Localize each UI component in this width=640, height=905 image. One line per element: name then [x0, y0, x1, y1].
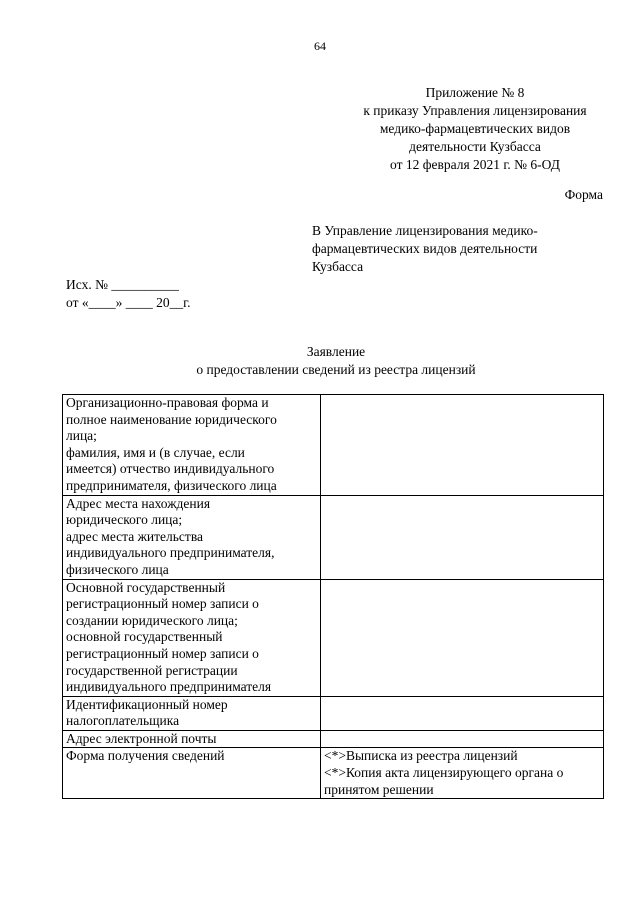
row-value-cell[interactable]: [321, 696, 604, 730]
outgoing-number-line: Исх. № __________: [66, 277, 179, 292]
label-line: регистрационный номер записи о: [66, 596, 259, 612]
label-line: индивидуального предпринимателя: [66, 679, 272, 695]
table-row: [63, 748, 604, 799]
label-line: государственной регистрации: [66, 662, 238, 678]
label-line: лица;: [66, 428, 97, 444]
addressee-line: В Управление лицензирования медико-: [312, 223, 538, 238]
form-label: Форма: [564, 187, 603, 202]
page-number: 64: [314, 39, 326, 53]
label-line: фамилия, имя и (в случае, если: [66, 444, 245, 460]
appendix-line: к приказу Управления лицензирования: [363, 103, 587, 118]
appendix-line: деятельности Кузбасса: [409, 139, 541, 154]
label-line: Форма получения сведений: [66, 748, 225, 764]
label-line: Организационно-правовая форма и: [66, 395, 269, 410]
label-line: регистрационный номер записи о: [66, 645, 259, 661]
label-line: создании юридического лица;: [66, 612, 238, 628]
row-label-cell: [63, 748, 321, 799]
document-subtitle: о предоставлении сведений из реестра лицензий: [196, 362, 476, 377]
label-line: юридического лица;: [66, 512, 183, 528]
label-line: физического лица: [66, 561, 169, 577]
row-label-cell: [63, 696, 321, 730]
option-line[interactable]: <*>Копия акта лицензирующего органа о: [324, 765, 564, 781]
row-value-cell[interactable]: [321, 579, 604, 696]
option-line: принятом решении: [324, 781, 434, 797]
addressee-line: фармацевтических видов деятельности: [312, 241, 538, 256]
row-label-cell: [63, 579, 321, 696]
outgoing-date-line: от «____» ____ 20__г.: [66, 295, 191, 310]
addressee-block: [312, 222, 612, 276]
label-line: полное наименование юридического: [66, 411, 277, 427]
row-value-cell[interactable]: [321, 748, 604, 799]
table-row: [63, 395, 604, 496]
label-line: адрес места жительства: [66, 528, 204, 544]
appendix-block: [300, 84, 640, 174]
row-label-cell: [63, 395, 321, 496]
label-line: индивидуального предпринимателя,: [66, 545, 275, 561]
appendix-line: от 12 февраля 2021 г. № 6-ОД: [390, 157, 560, 172]
document-title: Заявление: [306, 344, 366, 359]
label-line: Идентификационный номер: [66, 696, 228, 712]
label-line: имеется) отчество индивидуального: [66, 461, 275, 477]
appendix-line: медико-фармацевтических видов: [379, 121, 571, 136]
row-value-cell[interactable]: [321, 730, 604, 748]
outgoing-ref-block: [66, 276, 191, 312]
label-line: Основной государственный: [66, 579, 226, 595]
table-row: [63, 495, 604, 579]
appendix-line: Приложение № 8: [425, 85, 525, 100]
label-line: предпринимателя, физического лица: [66, 477, 277, 493]
row-label-cell: [63, 730, 321, 748]
row-label-cell: [63, 495, 321, 579]
application-table: [62, 394, 604, 799]
row-value-cell[interactable]: [321, 495, 604, 579]
table-row: [63, 696, 604, 730]
table-row: [63, 730, 604, 748]
label-line: основной государственный: [66, 629, 223, 645]
label-line: налогоплательщика: [66, 713, 180, 729]
document-heading: [0, 343, 640, 379]
addressee-line: Кузбасса: [312, 259, 364, 274]
option-line[interactable]: <*>Выписка из реестра лицензий: [324, 748, 518, 764]
label-line: Адрес места нахождения: [66, 495, 211, 511]
label-line: Адрес электронной почты: [66, 730, 217, 746]
table-row: [63, 579, 604, 696]
row-value-cell[interactable]: [321, 395, 604, 496]
